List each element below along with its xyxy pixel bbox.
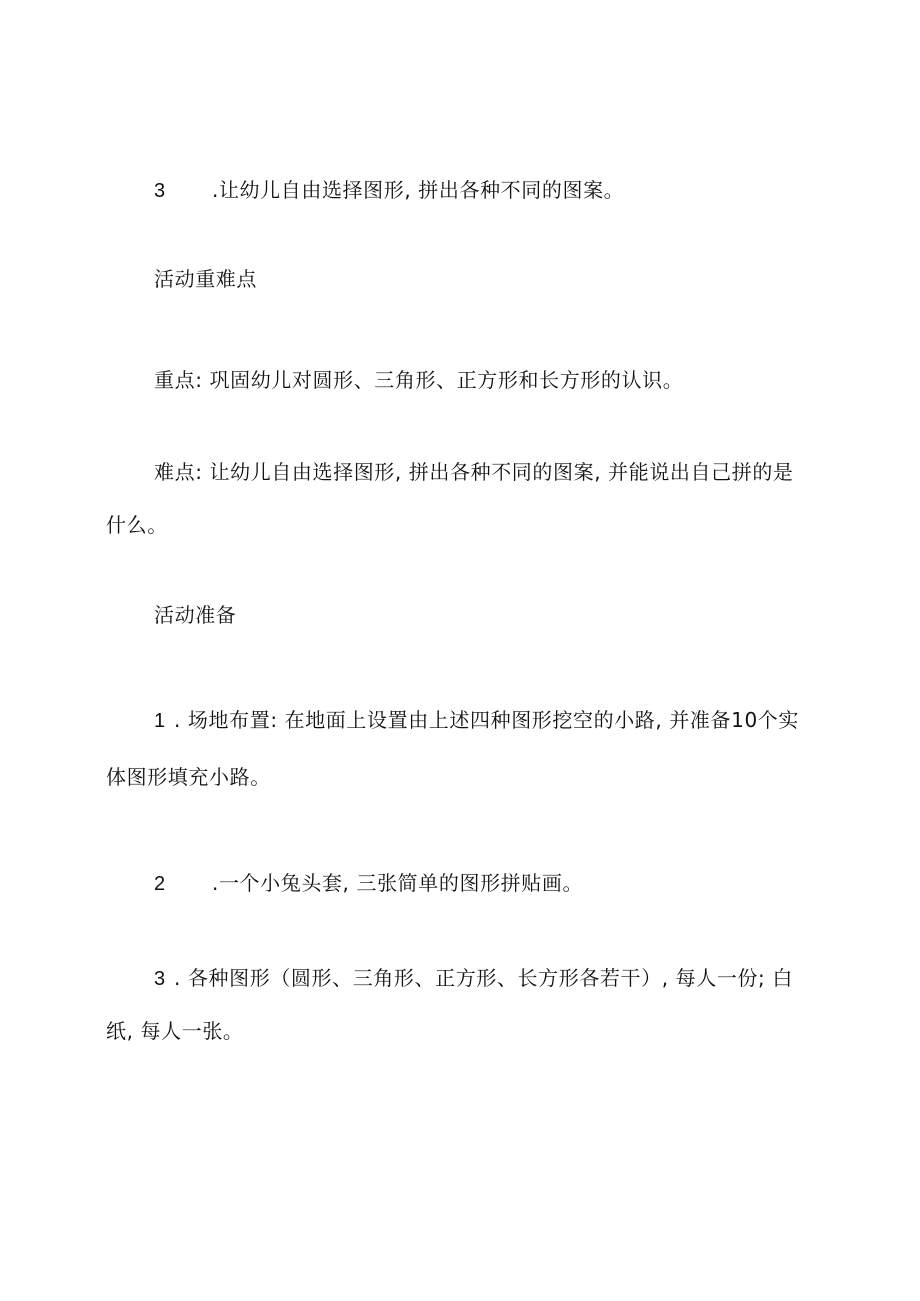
section-heading-key-points: 活动重难点 [154, 267, 257, 291]
item-number: 3 [154, 968, 166, 990]
goal-item-3 [154, 176, 624, 205]
section-heading-preparation: 活动准备 [154, 603, 237, 627]
item-number: 1 [154, 710, 166, 732]
difficulty-paragraph-line-2: 什么。 [106, 513, 168, 537]
item-text: . 场地布置: 在地面上设置由上述四种图形挖空的小路, 并准备10个实 [174, 708, 799, 732]
prep-item-3-line-1 [154, 964, 793, 993]
item-number: 3 [154, 180, 166, 202]
item-text: .让幼儿自由选择图形, 拼出各种不同的图案。 [212, 178, 625, 202]
item-text: .一个小兔头套, 三张简单的图形拼贴画。 [212, 871, 584, 895]
difficulty-paragraph-line-1: 难点: 让幼儿自由选择图形, 拼出各种不同的图案, 并能说出自己拼的是 [154, 460, 794, 484]
prep-item-1-line-2: 体图形填充小路。 [106, 765, 271, 789]
key-point-paragraph: 重点: 巩固幼儿对圆形、三角形、正方形和长方形的认识。 [154, 368, 684, 392]
prep-item-2 [154, 869, 583, 898]
item-number: 2 [154, 873, 166, 895]
prep-item-1-line-1 [154, 706, 799, 735]
item-text: . 各种图形（圆形、三角形、正方形、长方形各若干）, 每人一份; 白 [174, 966, 793, 990]
prep-item-3-line-2: 纸, 每人一张。 [106, 1019, 244, 1043]
